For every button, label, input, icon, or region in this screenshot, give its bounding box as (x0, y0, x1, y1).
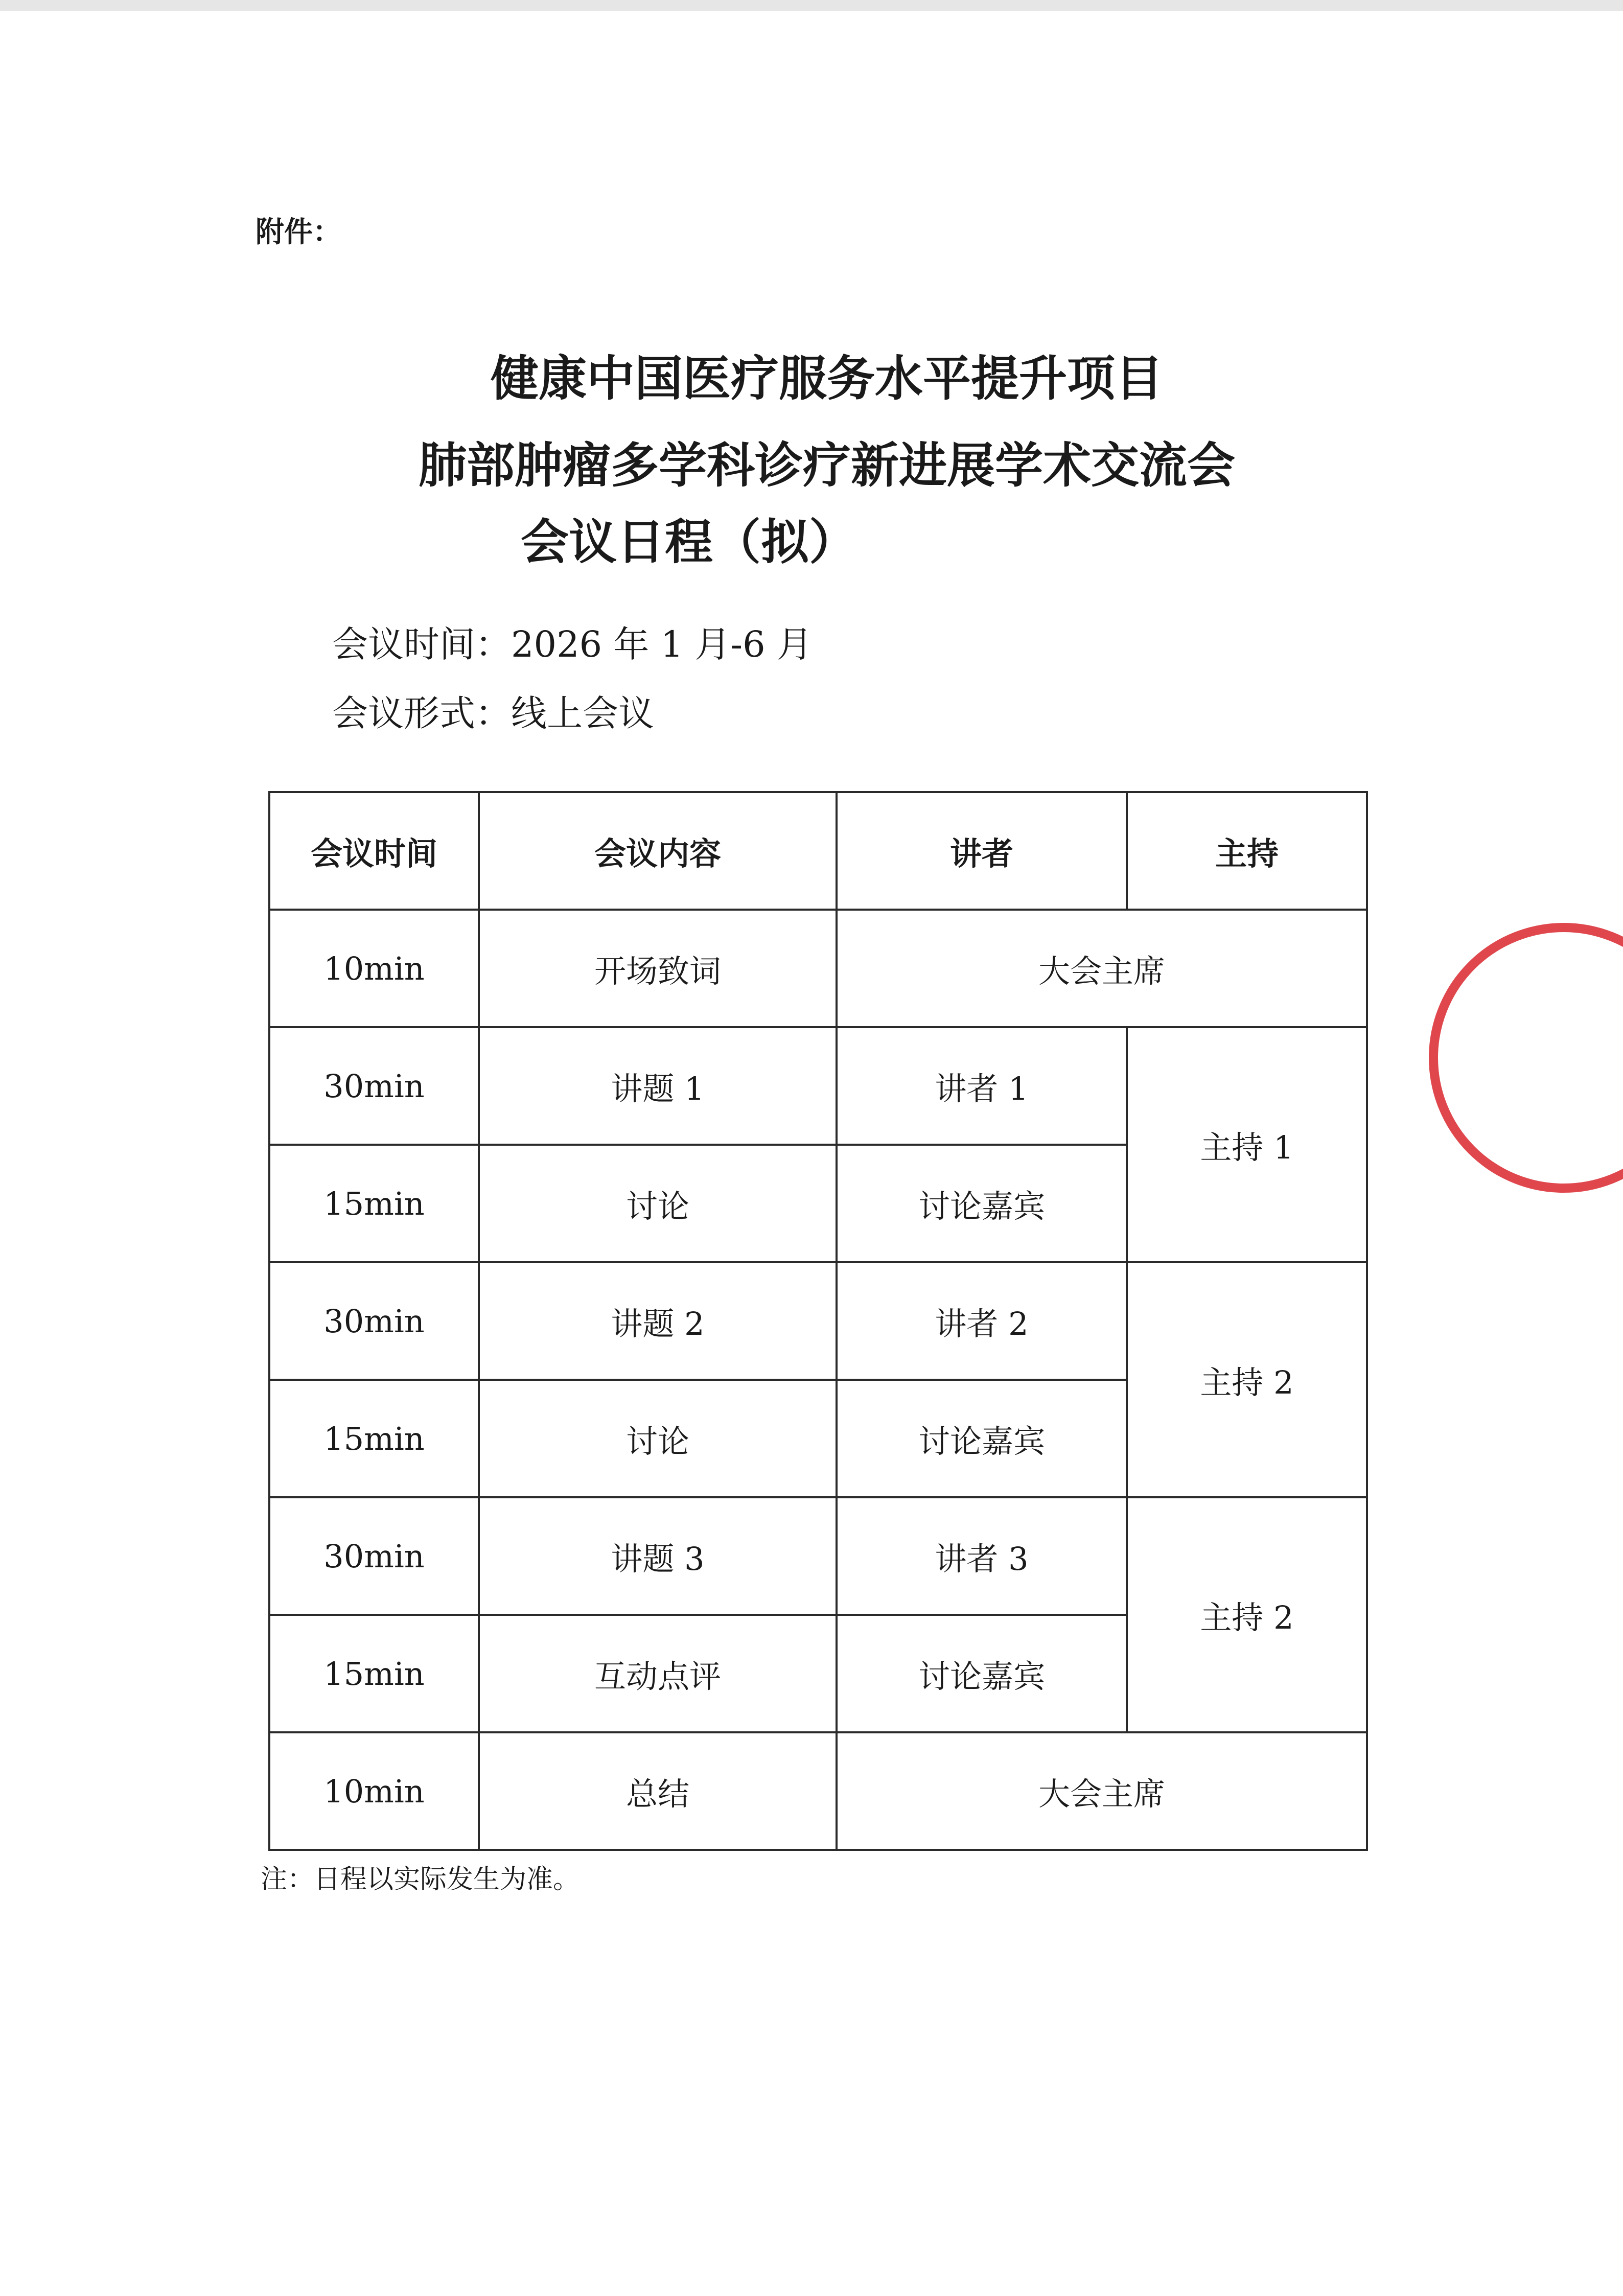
content-cell: 总结 (479, 1732, 837, 1850)
official-seal-stamp (1421, 915, 1623, 1201)
content-cell: 开场致词 (479, 910, 837, 1027)
speaker-host-cell: 大会主席 (837, 1732, 1367, 1850)
duration-cell: 30min (269, 1027, 479, 1145)
speaker-cell: 讲者 3 (837, 1497, 1127, 1615)
header-content: 会议内容 (479, 792, 837, 910)
table-row (269, 1027, 1367, 1145)
duration-cell: 30min (269, 1497, 479, 1615)
title-line-1: 健康中国医疗服务水平提升项目 (490, 351, 1163, 407)
table-row (269, 1262, 1367, 1380)
seal-ring (1433, 927, 1623, 1188)
table-header-row (269, 792, 1367, 910)
speaker-cell: 讲者 1 (837, 1027, 1127, 1145)
content-cell: 互动点评 (479, 1615, 837, 1732)
speaker-host-cell: 大会主席 (837, 910, 1367, 1027)
content-cell: 讲题 1 (479, 1027, 837, 1145)
speaker-cell: 讨论嘉宾 (837, 1145, 1127, 1262)
scan-edge (0, 0, 1623, 11)
table-row (269, 1497, 1367, 1615)
header-speaker: 讲者 (837, 792, 1127, 910)
host-cell: 主持 2 (1127, 1497, 1367, 1732)
schedule-table (268, 791, 1368, 1851)
title-line-2: 肺部肿瘤多学科诊疗新进展学术交流会 (418, 438, 1235, 494)
duration-cell: 30min (269, 1262, 479, 1380)
header-time: 会议时间 (269, 792, 479, 910)
duration-cell: 10min (269, 910, 479, 1027)
content-cell: 讨论 (479, 1380, 837, 1497)
title-line-3: 会议日程（拟） (520, 515, 857, 570)
duration-cell: 10min (269, 1732, 479, 1850)
speaker-cell: 讨论嘉宾 (837, 1380, 1127, 1497)
speaker-cell: 讨论嘉宾 (837, 1615, 1127, 1732)
duration-cell: 15min (269, 1380, 479, 1497)
host-cell: 主持 1 (1127, 1027, 1367, 1262)
attachment-label: 附件： (256, 216, 341, 249)
content-cell: 讲题 2 (479, 1262, 837, 1380)
meeting-time: 会议时间：2026 年 1 月-6 月 (332, 623, 813, 665)
host-cell: 主持 2 (1127, 1262, 1367, 1497)
duration-cell: 15min (269, 1145, 479, 1262)
duration-cell: 15min (269, 1615, 479, 1732)
header-host: 主持 (1127, 792, 1367, 910)
table-row (269, 1732, 1367, 1850)
content-cell: 讨论 (479, 1145, 837, 1262)
schedule-note: 注：日程以实际发生为准。 (261, 1864, 580, 1895)
meeting-format: 会议形式：线上会议 (332, 692, 654, 734)
content-cell: 讲题 3 (479, 1497, 837, 1615)
speaker-cell: 讲者 2 (837, 1262, 1127, 1380)
table-row (269, 910, 1367, 1027)
